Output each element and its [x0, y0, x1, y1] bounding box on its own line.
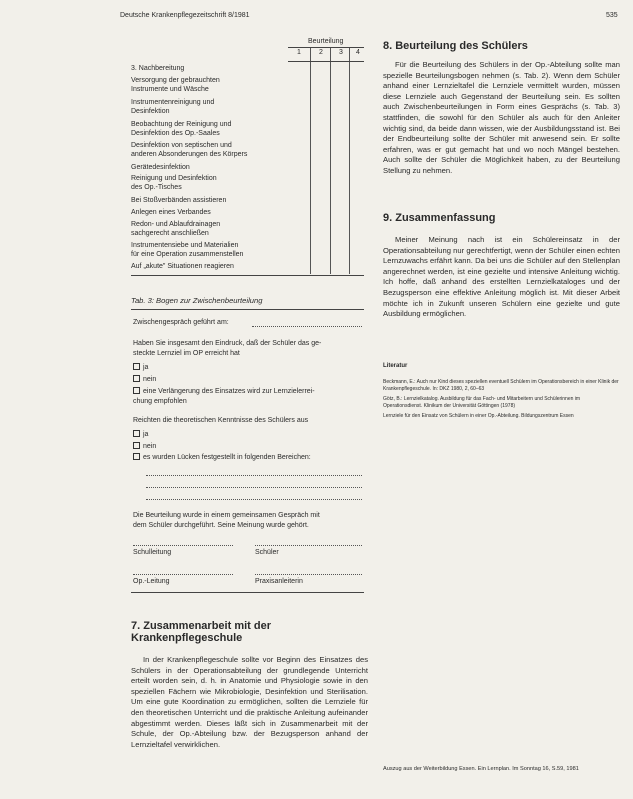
checkbox-no[interactable] — [133, 375, 140, 382]
rating-col-4: 4 — [356, 49, 360, 56]
option-extension[interactable]: eine Verlängerung des Einsatzes wird zur Lernzielerrei- chung empfohlen — [133, 388, 315, 405]
option-no[interactable]: nein — [133, 375, 156, 385]
table3-top-rule — [131, 309, 364, 310]
conversation-date-line — [252, 326, 362, 327]
rating-subheader-rule — [288, 61, 364, 62]
signature-school-label: Schulleitung — [133, 549, 172, 556]
rating-divider-3 — [349, 48, 350, 274]
section9-heading: 9. Zusammenfassung — [383, 212, 496, 224]
checkbox-gaps[interactable] — [133, 453, 140, 460]
literature-item: Beckmann, E.: Auch nur Kind dieses speziellen eventuell Schülern im Operationsbereich in einer Klinik der Krankenpflegeschule. In: DKZ 1980, 2, 60–63 — [383, 379, 619, 392]
gaps-line-1[interactable] — [146, 475, 362, 476]
section7-text: In der Krankenpflegeschule sollte vor Beginn des Einsatzes des Schülers in der Operationsabteilung der grundlegende Unterricht erteilt worden sein, d. h. in Anatomie und Physiologie sowie in den speziellen Fächern wie Mikrobiologie, Desinfektion und Sterilisation. Um eine gute Koordination zu ermöglichen, sollten die Lernziele für den theoretischen Unterricht und die praktische Anleitung aufeinander abgestimmt werden. Dieses läßt sich in Zusammenarbeit mit der Schule, der Op.-Abteilung bzw. der Bezugsperson anhand der Lernzieltafel verwirklichen. — [131, 655, 368, 749]
table3-caption: Tab. 3: Bogen zur Zwischenbeurteilung — [131, 296, 263, 305]
table2-row: Desinfektion von septischen und anderen Absonderungen des Körpers — [131, 142, 248, 159]
gaps-line-2[interactable] — [146, 487, 362, 488]
section9-text: Meiner Meinung nach ist ein Schülereinsatz in der Operationsabteilung nur gerechtfertigt, wenn der Schüler einen echten Lernzuwachs erfährt kann. Da bei uns die Schüler auf den Stellenplan angerechnet werden, ist eine gezielte und intensive Anleitung wichtig. Ich hoffe, daß anhand des erstellten Lernzielkataloges und der Bezugsperson eine effektive Anleitung möglich ist. Mit dieser Arbeit möchte ich in Zukunft unseren Schülern eine gezielte und gute Ausbildung ermöglichen. — [383, 235, 620, 319]
rating-divider-2 — [330, 48, 331, 274]
table2-row: Auf „akute" Situationen reagieren — [131, 263, 234, 270]
rating-divider-1 — [310, 48, 311, 274]
checkbox-theory-no[interactable] — [133, 442, 140, 449]
table3-bottom-rule — [131, 592, 364, 593]
table2-section-title: 3. Nachbereitung — [131, 65, 185, 72]
signature-line-op[interactable] — [133, 574, 233, 575]
section8-text: Für die Beurteilung des Schülers in der Op.-Abteilung sollte man spezielle Beurteilungsbogen nehmen (s. Tab. 2). Wenn dem Schüler anhand einer Lernzieltafel die Lernziele vermittelt wurden, müssen diese Lernziele auch Gegenstand der Beurteilung sein. Es sollten auch Zwischenbeurteilungen in Form eines Gesprächs (s. Tab. 3) stattfinden, die sowohl für den Schüler als auch für den Anleiter wichtig sind, da beide dann wissen, wie der Ausbildungsstand ist. Bei der Endbeurteilung sollte der Schüler mit anwesend sein. Er sollte erfahren, was er gut gemacht hat und wo noch Mängel bestehen. Auch sollte der Schüler die Möglichkeit haben, zu der Beurteilung Stellung zu nehmen. — [383, 60, 620, 175]
joint-review-note: Die Beurteilung wurde in einem gemeinsamen Gespräch mit dem Schüler durchgeführt. Seine Meinung wurde gehört. — [133, 512, 320, 529]
table2-row: Reinigung und Desinfektion des Op.-Tisches — [131, 175, 217, 192]
table2-row: Gerätedesinfektion — [131, 164, 190, 171]
rating-column-title: Beurteilung — [308, 38, 344, 45]
table2-row: Instrumentenreinigung und Desinfektion — [131, 99, 215, 116]
question-goal-reached: Haben Sie insgesamt den Eindruck, daß der Schüler das ge- steckte Lernziel im OP erreicht hat — [133, 340, 322, 357]
checkbox-yes[interactable] — [133, 363, 140, 370]
table2-bottom-rule — [131, 275, 364, 276]
table2-row: Beobachtung der Reinigung und Desinfektion des Op.-Saales — [131, 121, 232, 138]
page-number: 535 — [606, 12, 618, 19]
rating-col-2: 2 — [319, 49, 323, 56]
literature-item: Götz, B.: Lernzielkatalog. Ausbildung für das Fach- und Mitarbeitern und Schülerinnen im Operationsdienst. Klinikum der Universität Göttingen (1978) — [383, 396, 581, 409]
rating-col-1: 1 — [297, 49, 301, 56]
gaps-line-3[interactable] — [146, 499, 362, 500]
option-gaps[interactable]: es wurden Lücken festgestellt in folgenden Bereichen: — [133, 453, 311, 463]
signature-line-instructor[interactable] — [255, 574, 362, 575]
signature-student-label: Schüler — [255, 549, 279, 556]
section7-heading: 7. Zusammenarbeit mit der Krankenpflegeschule — [131, 620, 271, 644]
literature-heading: Literatur — [383, 363, 408, 369]
signature-instructor-label: Praxisanleiterin — [255, 578, 303, 585]
checkbox-extension[interactable] — [133, 387, 140, 394]
signature-line-school[interactable] — [133, 545, 233, 546]
table2-row: Redon- und Ablaufdrainagen sachgerecht anschließen — [131, 221, 221, 238]
literature-item: Lernziele für den Einsatz von Schülern in einer Op.-Abteilung. Bildungszentrum Essen — [383, 413, 574, 419]
conversation-date-label: Zwischengespräch geführt am: — [133, 319, 229, 326]
table2-row: Bei Stoßverbänden assistieren — [131, 197, 227, 204]
table2-row: Versorgung der gebrauchten Instrumente und Wäsche — [131, 77, 220, 94]
page-footer: Auszug aus der Weiterbildung Essen. Ein Lernplan. Im Sonntag 16, S.59, 1981 — [383, 766, 579, 772]
option-yes[interactable]: ja — [133, 363, 148, 373]
option-theory-yes[interactable]: ja — [133, 430, 148, 440]
checkbox-theory-yes[interactable] — [133, 430, 140, 437]
signature-line-student[interactable] — [255, 545, 362, 546]
table2-row: Anlegen eines Verbandes — [131, 209, 211, 216]
table2-row: Instrumentensiebe und Materialien für eine Operation zusammenstellen — [131, 242, 244, 259]
signature-op-label: Op.-Leitung — [133, 578, 170, 585]
journal-header: Deutsche Krankenpflegezeitschrift 8/1981 — [120, 12, 250, 19]
section8-heading: 8. Beurteilung des Schülers — [383, 40, 528, 52]
rating-col-3: 3 — [339, 49, 343, 56]
option-theory-no[interactable]: nein — [133, 442, 156, 452]
question-theory: Reichten die theoretischen Kenntnisse des Schülers aus — [133, 417, 309, 424]
